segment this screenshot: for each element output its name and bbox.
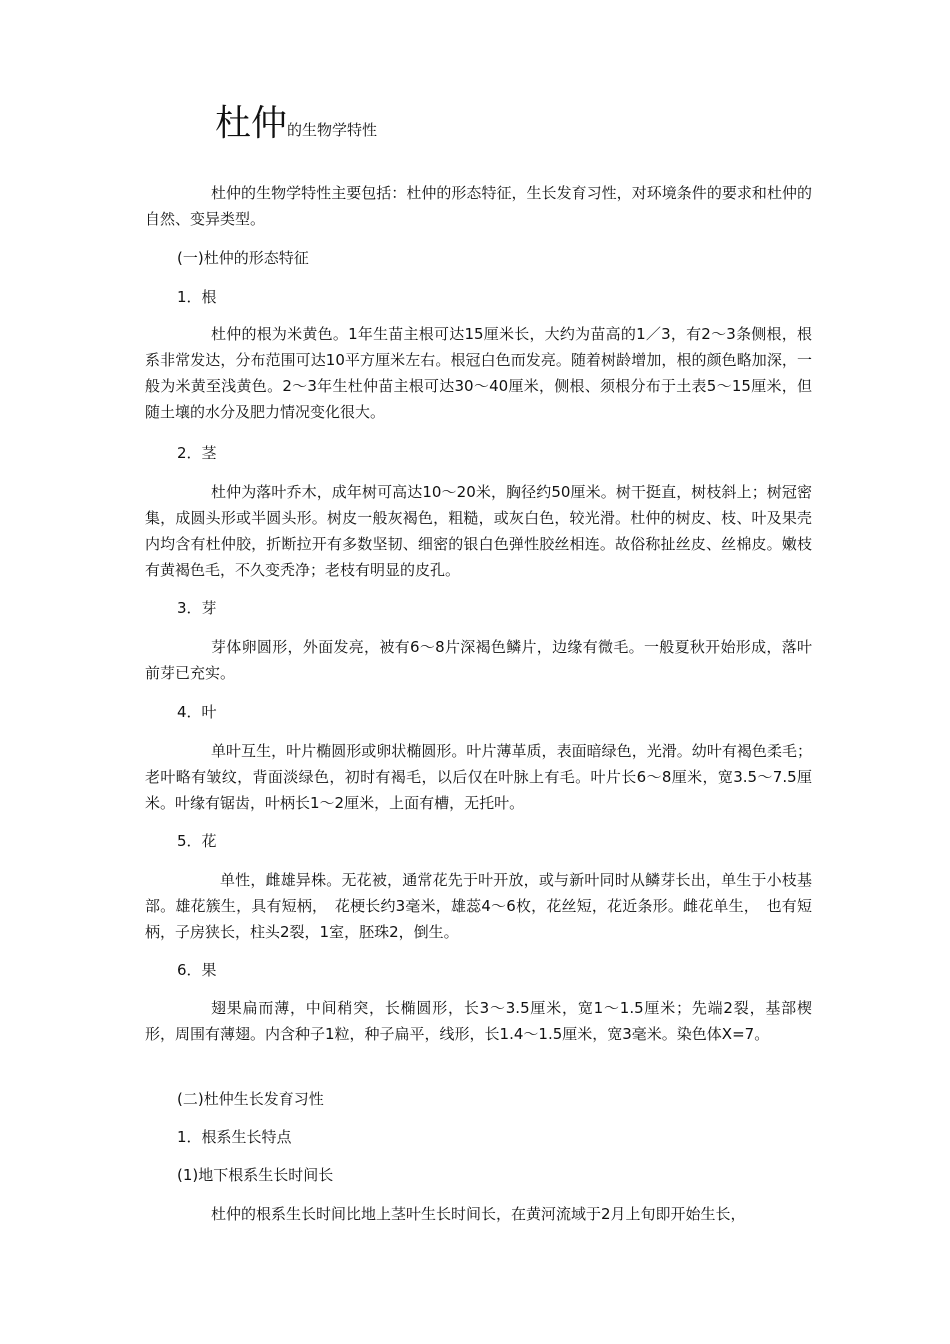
- title-suffix: 的生物学特性: [287, 121, 378, 139]
- paragraph-root: 杜仲的根为米黄色。1年生苗主根可达15厘米长，大约为苗高的1／3，有2～3条侧根，根系非常发达，分布范围可达10平方厘米左右。根冠白色而发亮。随着树龄增加，根的颜色略加深，一般为米黄至浅黄色。2～3年生杜仲苗主根可达30～40厘米，侧根、须根分布于土表5～15厘米，但随土壤的水分及肥力情况变化很大。: [145, 325, 812, 421]
- heading-fruit: 6．果: [177, 961, 217, 979]
- paragraph-stem: 杜仲为落叶乔木，成年树可高达10～20米，胸径约50厘米。树干挺直，树枝斜上；树冠密集，成圆头形或半圆头形。树皮一般灰褐色，粗糙，或灰白色，较光滑。杜仲的树皮、枝、叶及果壳内均含有杜仲胶，折断拉开有多数坚韧、细密的银白色弹性胶丝相连。故俗称扯丝皮、丝棉皮。嫩枝有黄褐色毛，不久变秃净；老枝有明显的皮孔。: [145, 483, 812, 579]
- heading-stem: 2．茎: [177, 444, 217, 462]
- document-title: [215, 102, 377, 146]
- section-heading-growth: (二)杜仲生长发育习性: [177, 1090, 324, 1108]
- heading-flower: 5．花: [177, 832, 217, 850]
- heading-leaf: 4．叶: [177, 703, 217, 721]
- heading-bud: 3．芽: [177, 599, 217, 617]
- intro-paragraph: 杜仲的生物学特性主要包括：杜仲的形态特征，生长发育习性，对环境条件的要求和杜仲的自然、变异类型。: [145, 184, 812, 228]
- heading-root: 1．根: [177, 288, 217, 306]
- section-heading-morphology: (一)杜仲的形态特征: [177, 249, 309, 267]
- paragraph-root-growth-duration: 杜仲的根系生长时间比地上茎叶生长时间长，在黄河流域于2月上旬即开始生长，: [211, 1205, 746, 1223]
- subheading-root-growth-duration: (1)地下根系生长时间长: [177, 1166, 334, 1184]
- paragraph-leaf: 单叶互生，叶片椭圆形或卵状椭圆形。叶片薄革质，表面暗绿色，光滑。幼叶有褐色柔毛；老叶略有皱纹，背面淡绿色，初时有褐毛，以后仅在叶脉上有毛。叶片长6～8厘米，宽3.5～7.5厘米。叶缘有锯齿，叶柄长1～2厘米，上面有槽，无托叶。: [145, 742, 812, 812]
- paragraph-fruit: 翅果扁而薄，中间稍突，长椭圆形，长3～3.5厘米，宽1～1.5厘米；先端2裂，基部楔形，周围有薄翅。内含种子1粒，种子扁平，线形，长1.4～1.5厘米，宽3毫米。染色体X=7。: [145, 999, 812, 1043]
- paragraph-flower: 单性，雌雄异株。无花被，通常花先于叶开放，或与新叶同时从鳞芽长出，单生于小枝基部。雄花簇生，具有短柄， 花梗长约3毫米，雄蕊4～6枚，花丝短，花近条形。雌花单生， 也有短柄，子房狭长，柱头2裂，1室，胚珠2，倒生。: [145, 871, 812, 941]
- paragraph-bud: 芽体卵圆形，外面发亮，被有6～8片深褐色鳞片，边缘有微毛。一般夏秋开始形成，落叶前芽已充实。: [145, 638, 812, 682]
- heading-root-growth: 1．根系生长特点: [177, 1128, 292, 1146]
- title-main: 杜仲: [215, 103, 288, 144]
